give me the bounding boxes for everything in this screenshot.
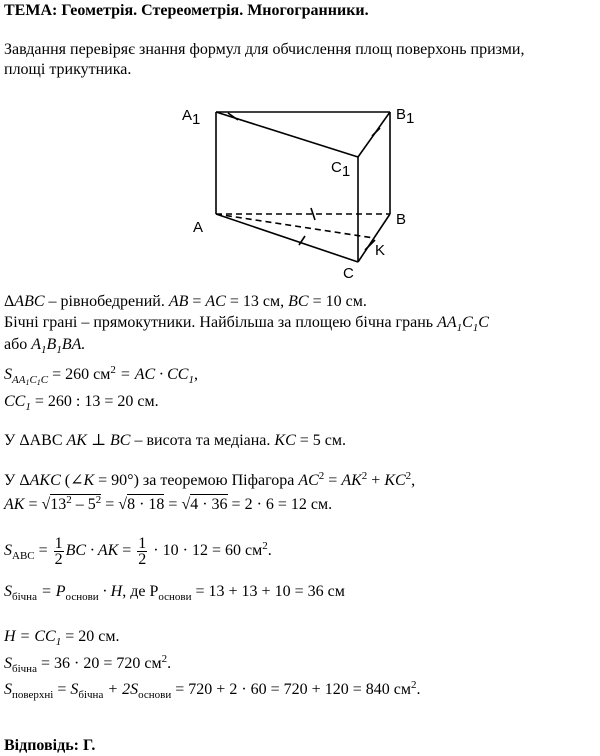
vertex-a: A	[193, 219, 204, 236]
height-line: У ΔABC AK ⊥ BC – висота та медіана. KC = 5 см.	[4, 432, 346, 449]
lateral-line-2: або $A_1B_1BA$.	[4, 336, 86, 356]
area-line: $S_{AA1C1C} = 260$ $см^2$ = AC · $CC_1$,	[4, 364, 198, 387]
h-line: $H = CC_1 = 20$ см.	[4, 628, 120, 648]
vertex-b1: B1	[396, 106, 415, 127]
s-lateral-value-line: $S_{бічна} = 36 \cdot 20 = 720$ $см^2$.	[4, 653, 172, 675]
s-abc-line: $S_{ABC}$ = $\frac{1}{2}$ BC · AK = $\frac{1}{2}$ · 10 · 12 = 60 $см^2$.	[4, 534, 272, 568]
s-lateral-formula-line: $S_{бічна} = P_{основи} \cdot H$, де $P_{основи} = 13 + 13 + 10 = 36$ см	[4, 583, 345, 603]
lateral-line: Бічні грані – прямокутники. Найбільша за площею бічна грань $AA_1C_1C$	[4, 314, 489, 334]
topic-heading: ТЕМА: Геометрія. Стереометрія. Многогранники.	[4, 2, 369, 19]
ak-calc-line: AK = $√13^2 - 5^2 = √8 \cdot 18 = √4 \cdot 36 = 2 \cdot 6 = 12$ см.	[4, 494, 333, 513]
vertex-c: C	[343, 265, 354, 282]
prism-figure	[170, 95, 430, 290]
vertex-b: B	[396, 211, 407, 228]
point-k: K	[375, 242, 386, 259]
intro-line-2: площі трикутника.	[4, 61, 132, 78]
pythagoras-line: У ΔAKC (∠K = 90°) за теоремою Піфагора $AC^2 = AK^2 + KC^2$,	[4, 470, 416, 489]
vertex-a1: A1	[182, 107, 201, 128]
given-line: ΔABC – рівнобедрений. AB = AC = 13 см, BC = 10 см.	[4, 293, 367, 310]
vertex-c1: C1	[331, 159, 351, 180]
answer: Відповідь: Г.	[4, 737, 96, 754]
cc-line: $CC_1 = 260$ : 13 = 20 см.	[4, 393, 159, 413]
s-total-line: $S_{поверхні} = S_{бічна} + 2S_{основи} = 720 + 2 \cdot 60 = 720 + 120 = 840$ $см^2$.	[4, 679, 421, 701]
intro-line-1: Завдання перевіряє знання формул для обчислення площ поверхонь призми,	[4, 41, 525, 58]
